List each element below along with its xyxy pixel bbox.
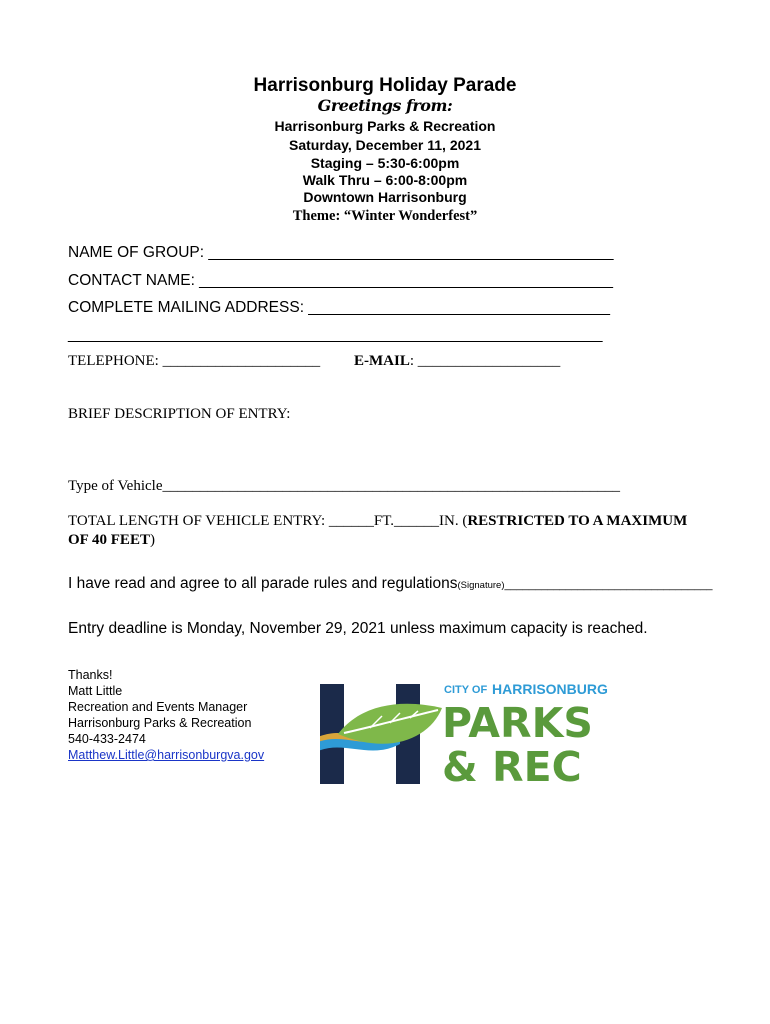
contact-phone: 540-433-2474: [68, 732, 146, 746]
contact-email-link[interactable]: Matthew.Little@harrisonburgva.gov: [68, 748, 265, 762]
staging-time: Staging – 5:30-6:00pm: [310, 155, 460, 171]
email-blank: : ___________________: [409, 353, 561, 369]
contact-block: [68, 667, 308, 763]
greeting: Greetings from:: [317, 96, 453, 115]
parks-rec-logo: [320, 680, 620, 786]
logo-city-name: HARRISONBURG: [492, 681, 608, 697]
group-name-field[interactable]: NAME OF GROUP: _______________________________________________: [68, 244, 614, 261]
length-prefix: TOTAL LENGTH OF VEHICLE ENTRY: ______FT.______IN. (: [68, 513, 468, 529]
document-title: Harrisonburg Holiday Parade: [253, 75, 517, 96]
event-location: Downtown Harrisonburg: [303, 189, 467, 205]
mailing-address-field[interactable]: COMPLETE MAILING ADDRESS: ___________________________________: [68, 299, 611, 316]
logo-city-of: CITY OF: [444, 684, 488, 696]
organizer: Harrisonburg Parks & Recreation: [274, 118, 496, 134]
vehicle-length-field-cont: [68, 532, 155, 549]
event-theme: Theme: “Winter Wonderfest”: [292, 208, 478, 224]
signature-line[interactable]: __________________________________: [504, 579, 713, 591]
signature-label: (Signature): [457, 580, 505, 591]
h-leaf-emblem: [320, 684, 442, 784]
description-label: BRIEF DESCRIPTION OF ENTRY:: [68, 406, 291, 422]
event-date: Saturday, December 11, 2021: [289, 137, 481, 153]
logo-rec: & REC: [442, 743, 582, 786]
walk-thru-time: Walk Thru – 6:00-8:00pm: [302, 172, 468, 188]
length-suffix: ): [149, 532, 155, 548]
contact-title: Recreation and Events Manager: [68, 700, 248, 714]
vehicle-length-field[interactable]: [68, 513, 687, 530]
agreement-text: I have read and agree to all parade rules and regulations: [68, 575, 458, 592]
contact-org: Harrisonburg Parks & Recreation: [68, 716, 252, 730]
length-restriction: RESTRICTED TO A MAXIMUM: [467, 513, 688, 529]
contact-name: Matt Little: [68, 684, 123, 698]
mailing-address-line2[interactable]: ______________________________________________________________: [68, 326, 603, 343]
length-restriction-cont: OF 40 FEET: [68, 532, 150, 548]
contact-thanks: Thanks!: [68, 668, 113, 682]
vehicle-type-field[interactable]: Type of Vehicle_____________________________________________________________: [68, 478, 620, 494]
contact-name-field[interactable]: CONTACT NAME: ________________________________________________: [68, 272, 613, 289]
email-label: E-MAIL: [354, 353, 410, 369]
entry-deadline: Entry deadline is Monday, November 29, 2021 unless maximum capacity is reached.: [68, 620, 648, 637]
logo-parks: PARKS: [442, 699, 593, 747]
agreement-line[interactable]: [68, 575, 713, 593]
email-field[interactable]: [354, 353, 560, 370]
telephone-field[interactable]: TELEPHONE: _____________________: [68, 353, 321, 369]
